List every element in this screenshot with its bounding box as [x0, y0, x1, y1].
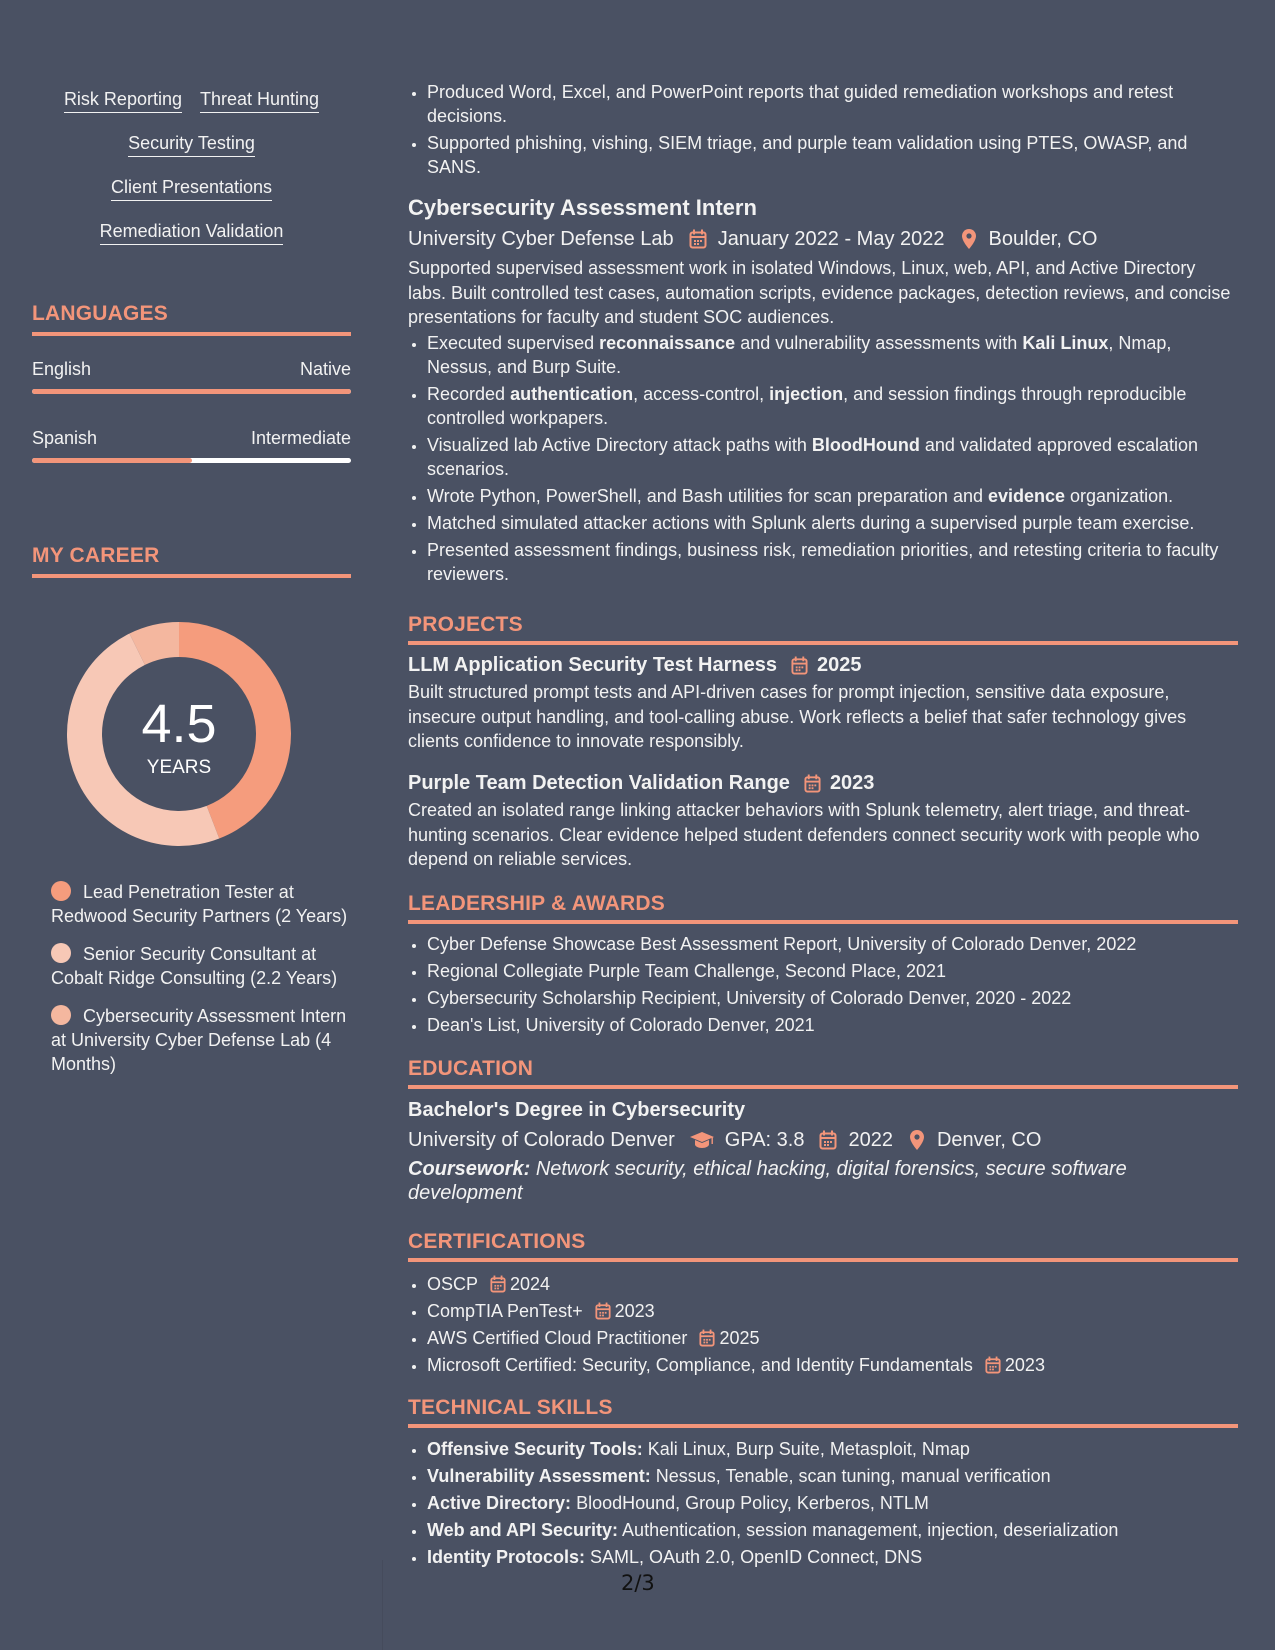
bullet-item: • Cybersecurity Scholarship Recipient, University of Colorado Denver, 2020 - 2022 [427, 986, 1238, 1010]
school-name: University of Colorado Denver [408, 1129, 675, 1151]
language-name: Spanish [32, 428, 98, 448]
skill-tag: Client Presentations [111, 176, 272, 201]
calendar-icon [595, 1302, 611, 1320]
skill-item: • Active Directory: BloodHound, Group Policy, Kerberos, NTLM [427, 1491, 1238, 1515]
coursework-label: Coursework: [408, 1158, 531, 1180]
cert-name: • CompTIA PenTest+ [427, 1301, 583, 1321]
education-heading: EDUCATION [408, 1057, 1238, 1089]
project-year: 2023 [829, 772, 875, 794]
cert-year: 2023 [614, 1301, 655, 1321]
bullet-item: • Wrote Python, PowerShell, and Bash utilities for scan preparation and evidence organization. [427, 484, 1238, 508]
cert-year: 2023 [1004, 1355, 1045, 1375]
role-bullets [408, 331, 1238, 586]
location-pin-icon [907, 1129, 927, 1151]
leadership-heading: LEADERSHIP & AWARDS [408, 892, 1238, 924]
career-legend-item [51, 1004, 351, 1076]
language-spanish [32, 428, 351, 463]
project-title: LLM Application Security Test Harness [408, 654, 777, 676]
project-item [408, 770, 1238, 872]
role-org: University Cyber Defense Lab [408, 228, 674, 250]
language-line [32, 359, 351, 380]
gpa: GPA: 3.8 [724, 1129, 805, 1151]
bullet-item: • Matched simulated attacker actions with Splunk alerts during a supervised purple team exercise. [427, 511, 1238, 535]
certifications-heading: CERTIFICATIONS [408, 1230, 1238, 1262]
career-heading: MY CAREER [32, 544, 351, 578]
project-title-row [408, 770, 1238, 796]
certification-item [427, 1353, 1238, 1377]
technical-skills-heading: TECHNICAL SKILLS [408, 1396, 1238, 1428]
page-number: 2/3 [621, 1571, 655, 1595]
skill-row [32, 88, 351, 113]
role-meta [408, 225, 1238, 253]
project-item [408, 652, 1238, 754]
legend-dot [51, 881, 71, 901]
column-divider [382, 1560, 383, 1650]
projects-heading: PROJECTS [408, 613, 1238, 645]
project-title: Purple Team Detection Validation Range [408, 772, 790, 794]
technical-skills-list [408, 1437, 1238, 1572]
education-entry [408, 1097, 1238, 1205]
experience-continued [408, 80, 1238, 182]
coursework-text: Network security, ethical hacking, digital forensics, secure software development [408, 1158, 1127, 1204]
project-description: Built structured prompt tests and API-driven cases for prompt injection, sensitive data exposure, insecure output handling, and tool-calling abuse. Work reflects a belief that safer technology gives clients confidence to innovate responsibly. [408, 682, 1187, 751]
language-english [32, 359, 351, 394]
skill-item: • Offensive Security Tools: Kali Linux, Burp Suite, Metasploit, Nmap [427, 1437, 1238, 1461]
skill-row [32, 176, 351, 201]
role-dates: January 2022 - May 2022 [717, 228, 945, 250]
calendar-icon [818, 1129, 838, 1151]
bullet-list [408, 1272, 1238, 1377]
certification-item [427, 1299, 1238, 1323]
cert-year: 2025 [719, 1328, 760, 1348]
skill-tag: Threat Hunting [200, 88, 319, 113]
bullet-item: • Recorded authentication, access-control, injection, and session findings through reproducible controlled workpapers. [427, 382, 1238, 430]
bullet-item: • Executed supervised reconnaissance and vulnerability assessments with Kali Linux, Nmap, Nessus, and Burp Suite. [427, 331, 1238, 379]
role-summary: Supported supervised assessment work in isolated Windows, Linux, web, API, and Active Directory labs. Built controlled test cases, automation scripts, evidence packages, detection reviews, and concise presentations for faculty and student SOC audiences. [408, 258, 1231, 327]
language-name: English [32, 359, 92, 379]
certification-item [427, 1326, 1238, 1350]
career-legend-item [51, 880, 351, 928]
project-year: 2025 [816, 654, 862, 676]
bullet-list [408, 80, 1238, 179]
calendar-icon [791, 655, 809, 675]
career-total-unit: YEARS [146, 757, 212, 778]
coursework [408, 1157, 1238, 1205]
bullet-item: • Dean's List, University of Colorado Denver, 2021 [427, 1013, 1238, 1037]
legend-dot [51, 1005, 71, 1025]
bullet-item: • Supported phishing, vishing, SIEM triage, and purple team validation using PTES, OWASP, and SANS. [427, 131, 1238, 179]
leadership-list [408, 932, 1238, 1040]
language-level: Native [299, 359, 351, 379]
skill-row [32, 132, 351, 157]
role-location: Boulder, CO [988, 228, 1098, 250]
language-bar [32, 458, 351, 463]
skill-tag: Risk Reporting [64, 88, 182, 113]
calendar-icon [699, 1329, 715, 1347]
cert-year: 2024 [510, 1274, 551, 1294]
career-legend [51, 880, 351, 1090]
school-location: Denver, CO [936, 1129, 1042, 1151]
skill-tag: Security Testing [128, 132, 255, 157]
education-meta [408, 1126, 1238, 1154]
bullet-item: • Visualized lab Active Directory attack paths with BloodHound and validated approved escalation scenarios. [427, 433, 1238, 481]
bullet-item: • Cyber Defense Showcase Best Assessment Report, University of Colorado Denver, 2022 [427, 932, 1238, 956]
legend-label: Senior Security Consultant at Cobalt Ridge Consulting (2.2 Years) [51, 944, 338, 988]
bullet-item: • Presented assessment findings, business risk, remediation priorities, and retesting criteria to faculty reviewers. [427, 538, 1238, 586]
cert-name: • OSCP [427, 1274, 479, 1294]
calendar-icon [688, 228, 708, 250]
language-bar-fill [32, 389, 351, 394]
skill-row [32, 220, 351, 245]
bullet-list [408, 1437, 1238, 1569]
intern-role [408, 194, 1238, 589]
language-level: Intermediate [250, 428, 351, 448]
skill-item: • Web and API Security: Authentication, session management, injection, deserialization [427, 1518, 1238, 1542]
bullet-list [408, 932, 1238, 1037]
graduation-cap-icon [689, 1129, 715, 1151]
calendar-icon [490, 1275, 506, 1293]
cert-name: • Microsoft Certified: Security, Compliance, and Identity Fundamentals [427, 1355, 973, 1375]
language-bar-fill [32, 458, 192, 463]
bullet-item: • Produced Word, Excel, and PowerPoint reports that guided remediation workshops and retest decisions. [427, 80, 1238, 128]
career-legend-item [51, 942, 351, 990]
graduation-year: 2022 [848, 1129, 893, 1151]
certifications-list [408, 1272, 1238, 1380]
role-title: Cybersecurity Assessment Intern [408, 195, 757, 220]
degree-title: Bachelor's Degree in Cybersecurity [408, 1099, 746, 1121]
skill-tags [32, 88, 351, 245]
career-total-number: 4.5 [141, 694, 217, 754]
skill-tag: Remediation Validation [100, 220, 284, 245]
career-donut-chart [66, 621, 292, 847]
project-description: Created an isolated range linking attacker behaviors with Splunk telemetry, alert triage, and threat-hunting scenarios. Clear evidence helped student defenders connect security work with people who depend on reliable services. [408, 800, 1200, 869]
languages-heading: LANGUAGES [32, 302, 351, 336]
language-bar [32, 389, 351, 394]
language-line [32, 428, 351, 449]
project-title-row [408, 652, 1238, 678]
calendar-icon [985, 1356, 1001, 1374]
legend-dot [51, 943, 71, 963]
legend-label: Lead Penetration Tester at Redwood Security Partners (2 Years) [51, 882, 348, 926]
skill-item: • Vulnerability Assessment: Nessus, Tenable, scan tuning, manual verification [427, 1464, 1238, 1488]
certification-item [427, 1272, 1238, 1296]
cert-name: • AWS Certified Cloud Practitioner [427, 1328, 688, 1348]
bullet-item: • Regional Collegiate Purple Team Challenge, Second Place, 2021 [427, 959, 1238, 983]
skill-item: • Identity Protocols: SAML, OAuth 2.0, OpenID Connect, DNS [427, 1545, 1238, 1569]
calendar-icon [804, 773, 822, 793]
legend-label: Cybersecurity Assessment Intern at University Cyber Defense Lab (4 Months) [51, 1006, 347, 1074]
location-pin-icon [959, 228, 979, 250]
